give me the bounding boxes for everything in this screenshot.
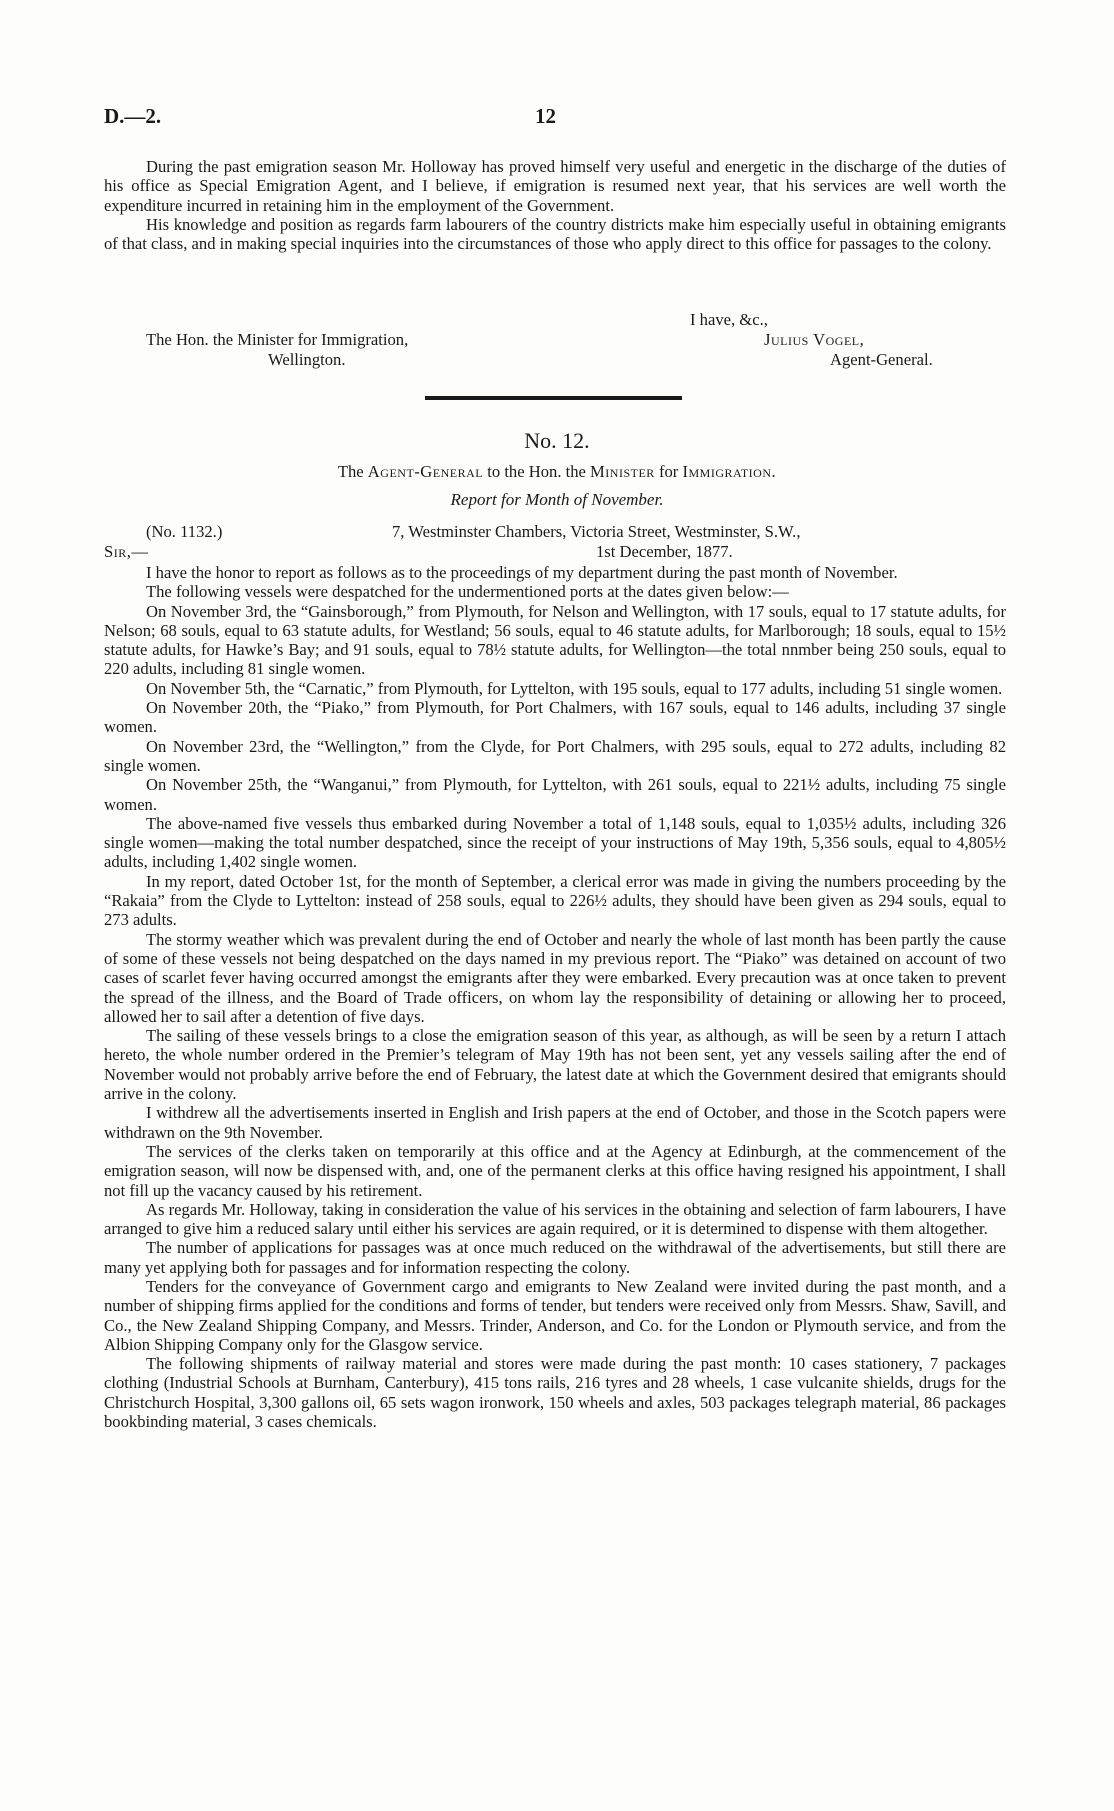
paragraph: On November 20th, the “Piako,” from Plymouth, for Port Chalmers, with 167 souls, equal to 146 adults, including 37 single women. [104,698,1006,737]
signature-title: Agent-General. [830,350,933,369]
paragraph: The number of applications for passages was at once much reduced on the withdrawal of the advertisements, but still there are many yet applying both for passages and for information respecting the colony. [104,1238,1006,1277]
paragraph: The stormy weather which was prevalent during the end of October and nearly the whole of last month has been partly the cause of some of these vessels not being despatched on the days named in my previous report. The “Piako” was detained on account of two cases of scarlet fever having occurred amongst the emigrants after they were embarked. Every precaution was at once taken to prevent the spread of the illness, and the Board of Trade officers, on whom lay the responsibility of detaining or allowing her to proceed, allowed her to sail after a detention of five days. [104,929,1006,1026]
paragraph: The following vessels were despatched for the undermentioned ports at the dates given below:— [146,582,789,602]
addressee-line: The Hon. the Minister for Immigration, [146,330,409,349]
previous-letter-body [104,157,1006,253]
document-id: D.—2. [104,104,162,128]
paragraph: The following shipments of railway material and stores were made during the past month: 10 cases stationery, 7 packages clothing (Industrial Schools at Burnham, Canterbury), 415 tons rails, 216 tyres and 28 wheels, 1 case vulcanite shields, drugs for the Christchurch Hospital, 3,300 gallons oil, 65 sets wagon ironwork, 150 wheels and axles, 503 packages telegraph material, 86 packages bookbinding material, 3 cases chemicals. [104,1354,1006,1432]
letter-title [0,462,1114,482]
title-department: Immigration. [682,462,777,481]
paragraph: His knowledge and position as regards farm labourers of the country districts make him especially useful in obtaining emigrants of that class, and in making special inquiries into the circumstances of those who apply direct to this office for passages to the colony. [104,214,1006,254]
paragraph: On November 3rd, the “Gainsborough,” from Plymouth, for Nelson and Wellington, with 17 souls, equal to 17 statute adults, for Nelson; 68 souls, equal to 63 statute adults, for Westland; 56 souls, equal to 46 statute adults, for Marlborough; 18 souls, equal to 15½ statute adults, for Hawke’s Bay; and 91 souls, equal to 78½ statute adults, for Wellington—the total nnmber being 250 souls, equal to 220 adults, including 81 single women. [104,601,1006,679]
page-number: 12 [535,104,556,128]
paragraph: The above-named five vessels thus embarked during November a total of 1,148 souls, equal to 1,035½ adults, including 326 single women—making the total number despatched, since the receipt of your instructions of May 19th, 5,356 souls, equal to 4,805½ adults, including 1,402 single women. [104,813,1006,872]
reference-number: (No. 1132.) [146,522,223,541]
paragraph: As regards Mr. Holloway, taking in consideration the value of his services in the obtaining and selection of farm labourers, I have arranged to give him a reduced salary until either his services are again required, or it is determined to dispense with them altogether. [104,1199,1006,1239]
paragraph: The sailing of these vessels brings to a close the emigration season of this year, as although, as will be seen by a return I attach hereto, the whole number ordered in the Premier’s telegram of May 19th has not been sent, yet any vessels sailing after the end of November would not probably arrive before the end of February, the latest date at which the Government desired that emigrants should arrive in the colony. [104,1026,1006,1104]
paragraph: I have the honor to report as follows as to the proceedings of my department during the past month of November. [146,563,898,582]
report-title: Report for Month of November. [450,490,664,509]
paragraph: On November 5th, the “Carnatic,” from Plymouth, for Lyttelton, with 195 souls, equal to 177 adults, including 51 single women. [146,678,1003,698]
salutation: Sir,— [104,542,149,561]
signature-name: Julius Vogel, [764,330,865,349]
paragraph: In my report, dated October 1st, for the month of September, a clerical error was made in giving the numbers proceeding by the “Rakaia” from the Clyde to Lyttelton: instead of 258 souls, equal to 226½ adults, they should have been given as 294 souls, equal to 273 adults. [104,871,1006,930]
paragraph: On November 25th, the “Wanganui,” from Plymouth, for Lyttelton, with 261 souls, equal to 221½ adults, including 75 single women. [104,775,1006,814]
letter-number-title: No. 12. [524,428,590,453]
closing-phrase: I have, &c., [690,310,768,329]
title-sender: Agent-General [367,462,484,481]
letter-body [104,563,1006,1431]
paragraph: The services of the clerks taken on temporarily at this office and at the Agency at Edinburgh, at the commencement of the emigration season, will now be dispensed with, and, one of the permanent clerks at this office having resigned his appointment, I shall not fill up the vacancy caused by his retirement. [104,1141,1006,1200]
paragraph: I withdrew all the advertisements inserted in English and Irish papers at the end of October, and those in the Scotch papers were withdrawn on the 9th November. [104,1103,1006,1142]
paragraph: Tenders for the conveyance of Government cargo and emigrants to New Zealand were invited during the past month, and a number of shipping firms applied for the conditions and forms of tender, but tenders were received only from Messrs. Shaw, Savill, and Co., the New Zealand Shipping Company, and Messrs. Trinder, Anderson, and Co. for the London or Plymouth service, and from the Albion Shipping Company only for the Glasgow service. [104,1276,1006,1354]
section-divider [425,396,682,400]
paragraph: On November 23rd, the “Wellington,” from the Clyde, for Port Chalmers, with 295 souls, equal to 272 adults, including 82 single women. [104,736,1006,775]
sender-address: 7, Westminster Chambers, Victoria Street, Westminster, S.W., [392,522,801,541]
title-text: The [337,462,364,481]
paragraph: During the past emigration season Mr. Holloway has proved himself very useful and energetic in the discharge of the duties of his office as Special Emigration Agent, and I believe, if emigration is resumed next year, that his services are well worth the expenditure incurred in retaining him in the employment of the Government. [104,157,1006,215]
title-text: to the Hon. the [487,462,586,481]
title-recipient: Minister [590,462,655,481]
letter-date: 1st December, 1877. [596,542,733,561]
addressee-city: Wellington. [268,350,346,369]
title-text: for [658,462,679,481]
